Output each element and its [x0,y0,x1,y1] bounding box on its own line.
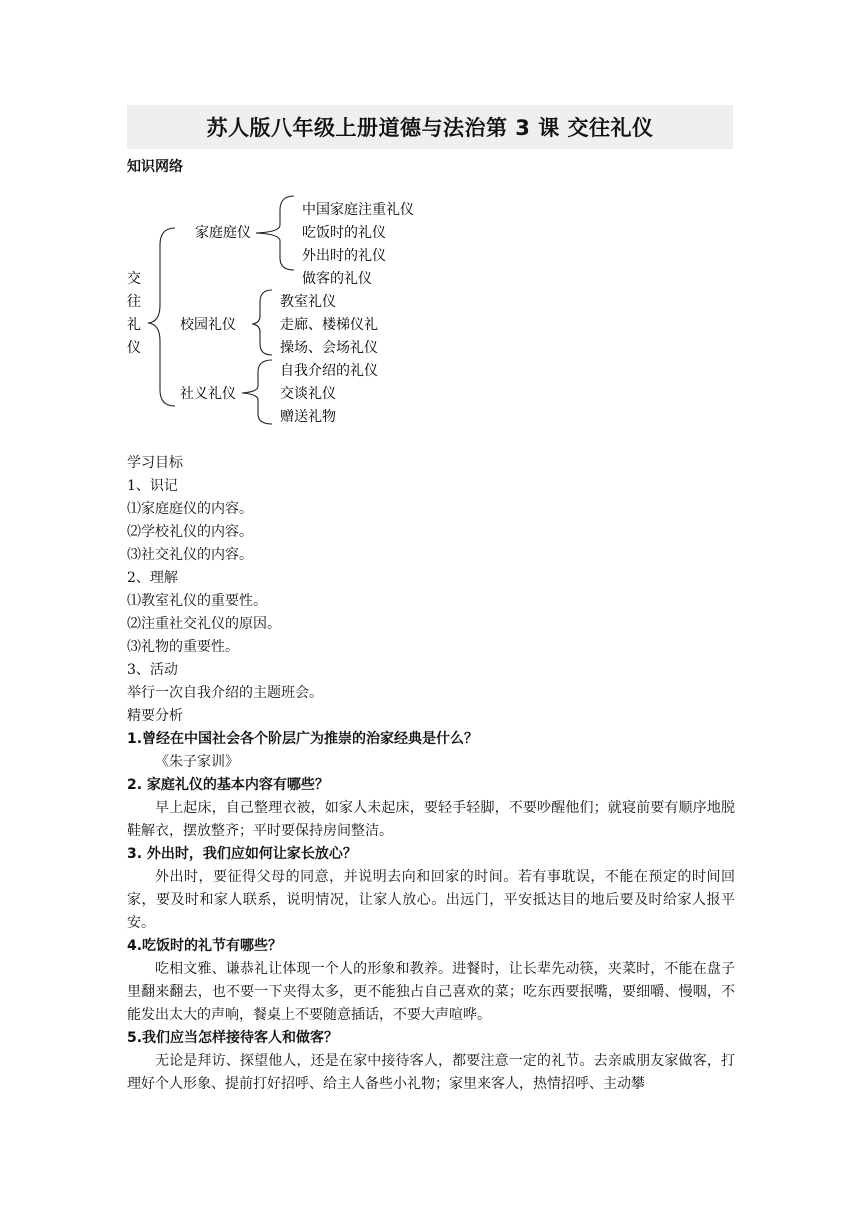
answer: 早上起床，自己整理衣被，如家人未起床，要轻手轻脚，不要吵醒他们；就寝前要有顺序地脱鞋解衣，摆放整齐；平时要保持房间整洁。 [127,800,735,839]
root-brace [148,228,175,406]
question: 1.曾经在中国社会各个阶层广为推崇的治家经典是什么？ [127,731,479,747]
goal-line: ⑴教室礼仪的重要性。 [127,593,267,609]
goal-line: 举行一次自我介绍的主题班会。 [127,685,323,701]
goal-line: 3、活动 [127,662,178,678]
campus-item: 走廊、楼梯仪礼 [280,317,378,333]
social-item: 赠送礼物 [280,409,336,425]
root-char: 交 [127,271,141,287]
analysis-heading: 精要分析 [127,708,183,724]
question: 3. 外出时，我们应如何让家长放心？ [127,846,357,862]
goal-line: ⑵注重社交礼仪的原因。 [127,616,281,632]
family-item: 做客的礼仪 [302,271,372,287]
answer: 《朱子家训》 [155,754,239,770]
family-brace [256,196,294,270]
root-char: 仪 [127,340,141,356]
answer: 外出时，要征得父母的同意，并说明去向和回家的时间。若有事耽误，不能在预定的时间回家，要及时和家人联系，说明情况，让家人放心。出远门，平安抵达目的地后要及时给家人报平安。 [127,869,735,931]
social-item: 交谈礼仪 [280,386,336,402]
goal-line: ⑴家庭庭仪的内容。 [127,501,253,517]
root-char: 往 [127,294,141,310]
question: 4.吃饭时的礼节有哪些？ [127,938,283,954]
social-brace [242,360,272,424]
campus-brace [252,290,272,355]
social-item: 自我介绍的礼仪 [280,363,378,379]
branch-label-social: 社义礼仪 [180,386,236,402]
family-item: 中国家庭注重礼仪 [302,202,414,218]
question: 2. 家庭礼仪的基本内容有哪些？ [127,777,329,793]
goal-line: 1、识记 [127,478,178,494]
goal-line: 2、理解 [127,570,178,586]
branch-label-family: 家庭庭仪 [195,225,251,241]
answer: 无论是拜访、探望他人，还是在家中接待客人，都要注意一定的礼节。去亲戚朋友家做客，打理好个人形象、提前打好招呼、给主人备些小礼物；家里来客人，热情招呼、主动攀 [127,1053,735,1092]
branch-label-campus: 校园礼仪 [180,317,236,333]
campus-item: 教室礼仪 [280,294,336,310]
question: 5.我们应当怎样接待客人和做客？ [127,1030,339,1046]
goal-line: ⑶社交礼仪的内容。 [127,547,253,563]
root-char: 礼 [127,317,141,333]
answer: 吃相文雅、谦恭礼让体现一个人的形象和教养。进餐时，让长辈先动筷，夹菜时，不能在盘子里翻来翻去，也不要一下夹得太多，更不能独占自己喜欢的菜；吃东西要抿嘴，要细嚼、慢咽，不能发出太大的声响，餐桌上不要随意插话，不要大声喧哗。 [127,961,735,1023]
family-item: 外出时的礼仪 [302,248,386,264]
learning-goals [127,452,735,1096]
campus-item: 操场、会场礼仪 [280,340,378,356]
goals-heading: 学习目标 [127,455,183,471]
family-item: 吃饭时的礼仪 [302,225,386,241]
knowledge-network-heading: 知识网络 [127,159,183,175]
goal-line: ⑵学校礼仪的内容。 [127,524,253,540]
document-title: 苏人版八年级上册道德与法治第 3 课 交往礼仪 [206,116,654,140]
goal-line: ⑶礼物的重要性。 [127,639,239,655]
